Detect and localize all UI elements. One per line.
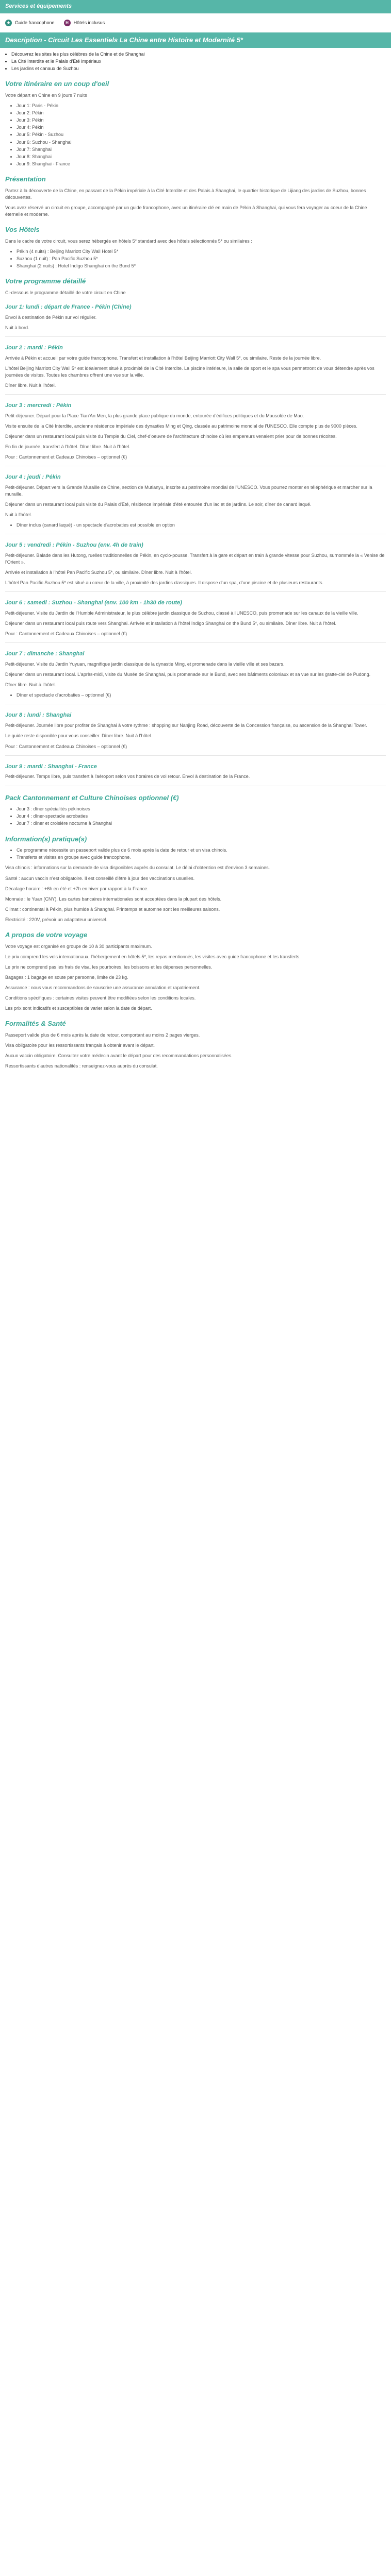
guide-fr-label: Guide francophone xyxy=(15,20,55,25)
list-item: • Transferts et visites en groupe avec guide francophone. xyxy=(17,854,386,861)
day-note: Pour : Cantonnement et Cadeaux Chinoises – optionnel (€) xyxy=(5,631,127,637)
day-block xyxy=(5,344,386,395)
day-block xyxy=(5,541,386,592)
info-para: Monnaie : le Yuan (CNY). Les cartes bancaires internationales sont acceptées dans la plupart des hôtels. xyxy=(5,896,222,902)
day-block xyxy=(5,650,386,704)
day-block xyxy=(5,711,386,755)
list-item: • Ce programme nécessite un passeport valide plus de 6 mois après la date de retour et un visa chinois. xyxy=(17,847,386,854)
day-para: Petit-déjeuner. Départ vers la Grande Muraille de Chine, section de Mutianyu, inscrite au patrimoine mondial de l'UNESCO. Vous pourrez monter en téléphérique et marcher sur la muraille. xyxy=(5,484,372,497)
highlights-list xyxy=(0,51,391,72)
infos-list xyxy=(5,847,386,861)
day-para: En fin de journée, transfert à l'hôtel. Dîner libre. Nuit à l'hôtel. xyxy=(5,444,131,449)
list-item: • Jour 5: Pékin - Suzhou xyxy=(17,131,386,138)
presentation-para: Vous avez réservé un circuit en groupe, accompagné par un guide francophone, avec un itinéraire clé en main de Pékin à Shanghai, qui vous fera voyager au coeur de la Chine éternelle et moderne. xyxy=(5,205,367,217)
day-title: Jour 6 : samedi : Suzhou - Shanghai (env. 100 km - 1h30 de route) xyxy=(5,600,182,606)
day-block xyxy=(5,402,386,466)
day-note: Pour : Cantonnement et Cadeaux Chinoises – optionnel (€) xyxy=(5,454,127,460)
list-item: • Dîner et spectacle d'acrobaties – optionnel (€) xyxy=(17,692,386,699)
day-para: Petit-déjeuner. Visite du Jardin de l'Humble Administrateur, le plus célèbre jardin classique de Suzhou, classé à l'UNESCO, puis promenade sur les canaux de la vieille ville. xyxy=(5,611,359,616)
pack-list xyxy=(5,806,386,827)
divider xyxy=(5,336,386,337)
itinerary-title: Votre itinéraire en un coup d'oeil xyxy=(5,80,109,88)
day-para: Nuit à bord. xyxy=(5,325,29,330)
list-item: • Jour 4 : dîner-spectacle acrobaties xyxy=(17,813,386,820)
divider xyxy=(5,591,386,592)
day-para: Petit-déjeuner. Balade dans les Hutong, ruelles traditionnelles de Pékin, en cyclo-pousse. Transfert à la gare et départ en train à grande vitesse pour Suzhou, surnommée la « Venise de l'Orient ». xyxy=(5,553,385,565)
info-para: Décalage horaire : +6h en été et +7h en hiver par rapport à la France. xyxy=(5,886,149,891)
list-item: • Jour 4: Pékin xyxy=(17,124,386,131)
about-para: Assurance : nous vous recommandons de souscrire une assurance annulation et rapatriement. xyxy=(5,985,201,990)
guide-fr xyxy=(5,20,55,26)
day-para: L'hôtel Beijing Marriott City Wall 5* est idéalement situé à proximité de la Cité Interdite. La piscine intérieure, la salle de sport et le spa vous permettront de vous détendre après vos journées de visites. Toutes les chambres offrent une vue sur la ville. xyxy=(5,365,374,378)
presentation-title: Présentation xyxy=(5,175,46,183)
day-title: Jour 7 : dimanche : Shanghai xyxy=(5,651,85,657)
day-para: Le guide reste disponible pour vous conseiller. Dîner libre. Nuit à l'hôtel. xyxy=(5,733,153,739)
list-item: • La Cité Interdite et le Palais d'Été impériaux xyxy=(11,58,386,65)
day-para: Envol à destination de Pékin sur vol régulier. xyxy=(5,314,97,320)
about-para: Votre voyage est organisé en groupe de 10 à 30 participants maximum. xyxy=(5,943,152,949)
hotels-text: Dans le cadre de votre circuit, vous serez hébergés en hôtels 5* standard avec des hôtels sélectionnés 5* ou similaires : xyxy=(5,238,252,244)
divider xyxy=(5,755,386,756)
guide-icon: ★ xyxy=(5,20,12,26)
list-item: • Découvrez les sites les plus célèbres de la Chine et de Shanghai xyxy=(11,51,386,58)
days-container xyxy=(5,303,386,786)
day-note: Pour : Cantonnement et Cadeaux Chinoises – optionnel (€) xyxy=(5,743,127,749)
presentation-para: Partez à la découverte de la Chine, en passant de la Pékin impériale à la Cité Interdite et des Palais à Shanghai, le quartier historique de Lijiang des jardins de Suzhou, bonnes découvertes. xyxy=(5,188,366,200)
day-para: Déjeuner dans un restaurant local puis visite du Palais d'Été, résidence impériale d'été entourée d'un lac et de jardins. Le soir, dîner de canard laqué. xyxy=(5,502,312,507)
day-title: Jour 3 : mercredi : Pékin xyxy=(5,402,72,409)
day-title: Jour 5 : vendredi : Pékin - Suzhou (env. 4h de train) xyxy=(5,542,143,549)
day-block xyxy=(5,473,386,534)
formalities-para: Aucun vaccin obligatoire. Consultez votre médecin avant le départ pour des recommandations personnalisées. xyxy=(5,1053,233,1058)
hotels-title: Vos Hôtels xyxy=(5,225,40,233)
list-item: • Jour 3: Pékin xyxy=(17,117,386,124)
hotel-icon: H xyxy=(64,20,71,26)
list-item: • Jour 1: Paris - Pékin xyxy=(17,103,386,109)
hotels-list xyxy=(5,248,386,269)
itinerary-section xyxy=(0,79,391,1070)
formalities-para: Ressortissants d'autres nationalités : renseignez-vous auprès du consulat. xyxy=(5,1063,158,1069)
info-para: Santé : aucun vaccin n'est obligatoire. Il est conseillé d'être à jour des vaccinations usuelles. xyxy=(5,875,195,881)
day-para: Dîner libre. Nuit à l'hôtel. xyxy=(5,382,56,388)
list-item: • Les jardins et canaux de Suzhou xyxy=(11,65,386,72)
list-item: • Jour 3 : dîner spécialités pékinoises xyxy=(17,806,386,812)
day-para: Dîner libre. Nuit à l'hôtel. xyxy=(5,682,56,688)
day-para: Arrivée à Pékin et accueil par votre guide francophone. Transfert et installation à l'hôtel Beijing Marriott City Wall 5*, ou similaire. Reste de la journée libre. xyxy=(5,355,321,361)
list-item: • Jour 8: Shanghai xyxy=(17,154,386,160)
info-para: Électricité : 220V, prévoir un adaptateur universel. xyxy=(5,917,108,922)
itinerary-list xyxy=(5,103,386,167)
list-item: • Suzhou (1 nuit) : Pan Pacific Suzhou 5* xyxy=(17,256,386,262)
day-para: Visite ensuite de la Cité Interdite, ancienne résidence impériale des dynasties Ming et Qing, classée au patrimoine mondial de l'UNESCO. Elle compte plus de 9000 pièces. xyxy=(5,423,357,429)
divider xyxy=(5,642,386,643)
list-item: • Jour 2: Pékin xyxy=(17,110,386,116)
services-label: Services et équipements xyxy=(5,3,72,9)
day-para: Petit-déjeuner. Visite du Jardin Yuyuan, magnifique jardin classique de la dynastie Ming, et promenade dans la vieille ville et ses bazars. xyxy=(5,662,285,667)
about-para: Conditions spécifiques : certaines visites peuvent être modifiées selon les conditions locales. xyxy=(5,995,196,1001)
day-para: Arrivée et installation à l'hôtel Pan Pacific Suzhou 5*, ou similaire. Dîner libre. Nuit à l'hôtel. xyxy=(5,570,192,575)
list-item: • Dîner inclus (canard laqué) - un spectacle d'acrobaties est possible en option xyxy=(17,522,386,529)
day-title: Jour 9 : mardi : Shanghai - France xyxy=(5,763,97,770)
divider xyxy=(5,394,386,395)
list-item: • Shanghai (2 nuits) : Hotel Indigo Shanghai on the Bund 5* xyxy=(17,263,386,269)
list-item: • Jour 6: Suzhou - Shanghai xyxy=(17,139,386,146)
info-para: Climat : continental à Pékin, plus humide à Shanghai. Printemps et automne sont les meilleures saisons. xyxy=(5,906,220,912)
day-title: Jour 8 : lundi : Shanghai xyxy=(5,712,72,719)
list-item: • Pékin (4 nuits) : Beijing Marriott City Wall Hotel 5* xyxy=(17,248,386,255)
day-block xyxy=(5,599,386,643)
formalities-para: Visa obligatoire pour les ressortissants français à obtenir avant le départ. xyxy=(5,1042,155,1048)
guide-hotels-label: Hôtels inclusus xyxy=(73,20,105,25)
day-para: Petit-déjeuner. Temps libre, puis transfert à l'aéroport selon vos horaires de vol retour. Envol à destination de la France. xyxy=(5,774,250,779)
about-para: Le prix ne comprend pas les frais de visa, les pourboires, les boissons et les dépenses personnelles. xyxy=(5,964,213,970)
day-para: Déjeuner dans un restaurant local puis visite du Temple du Ciel, chef-d'oeuvre de l'architecture chinoise où les empereurs venaient prier pour de bonnes récoltes. xyxy=(5,433,337,439)
services-header xyxy=(0,0,391,13)
page-title-text: Description - Circuit Les Essentiels La Chine entre Histoire et Modernité 5* xyxy=(5,36,243,44)
day-title: Jour 2 : mardi : Pékin xyxy=(5,344,63,351)
about-para: Les prix sont indicatifs et susceptibles de varier selon la date de départ. xyxy=(5,1005,152,1011)
day-para: Nuit à l'hôtel. xyxy=(5,512,32,518)
day-para: L'hôtel Pan Pacific Suzhou 5* est situé au cœur de la ville, à proximité des jardins classiques. Il dispose d'un spa, d'une piscine et de plusieurs restaurants. xyxy=(5,580,323,586)
pack-title: Pack Cantonnement et Culture Chinoises optionnel (€) xyxy=(5,793,179,802)
day-para: Déjeuner dans un restaurant local. L'après-midi, visite du Musée de Shanghai, puis promenade sur le Bund, avec ses bâtiments coloniaux et sa vue sur les gratte-ciel de Pudong. xyxy=(5,672,371,677)
day-block xyxy=(5,763,386,786)
program-intro: Ci-dessous le programme détaillé de votre circuit en Chine xyxy=(5,290,126,295)
about-para: Le prix comprend les vols internationaux, l'hébergement en hôtels 5*, les repas mentionnés, les visites avec guide francophone et les transferts. xyxy=(5,954,301,959)
list-item: • Jour 7 : dîner et croisière nocturne à Shanghai xyxy=(17,820,386,827)
about-para: Bagages : 1 bagage en soute par personne, limite de 23 kg. xyxy=(5,974,128,980)
day-para: Petit-déjeuner. Départ pour la Place Tian'An Men, la plus grande place publique du monde, entourée d'édifices politiques et du Mausolée de Mao. xyxy=(5,413,304,418)
day-title: Jour 4 : jeudi : Pékin xyxy=(5,473,61,480)
day-bullets xyxy=(5,692,386,699)
day-bullets xyxy=(5,522,386,529)
day-para: Déjeuner dans un restaurant local puis route vers Shanghai. Arrivée et installation à l'hôtel Indigo Shanghai on the Bund 5*, ou similaire. Dîner libre. Nuit à l'hôtel. xyxy=(5,621,336,626)
list-item: • Jour 9: Shanghai - France xyxy=(17,161,386,167)
info-para: Visa chinois : informations sur la demande de visa disponibles auprès du consulat. Le délai d'obtention est d'environ 3 semaines. xyxy=(5,865,270,871)
infos-title: Information(s) pratique(s) xyxy=(5,835,87,843)
itinerary-line: Votre départ en Chine en 9 jours 7 nuits xyxy=(5,93,87,98)
day-block xyxy=(5,303,386,337)
formalities-title: Formalités & Santé xyxy=(5,1019,66,1027)
page-title xyxy=(0,32,391,48)
about-title: A propos de votre voyage xyxy=(5,930,88,939)
guide-hotels xyxy=(64,20,105,26)
day-title: Jour 1: lundi : départ de France - Pékin (Chine) xyxy=(5,303,132,310)
day-para: Petit-déjeuner. Journée libre pour profiter de Shanghai à votre rythme : shopping sur Nanjing Road, découverte de la Concession française, ou ascension de la Shanghai Tower. xyxy=(5,723,367,728)
guides-row xyxy=(0,13,391,32)
list-item: • Jour 7: Shanghai xyxy=(17,146,386,153)
formalities-para: Passeport valide plus de 6 mois après la date de retour, comportant au moins 2 pages vierges. xyxy=(5,1032,200,1038)
program-title: Votre programme détaillé xyxy=(5,277,86,285)
